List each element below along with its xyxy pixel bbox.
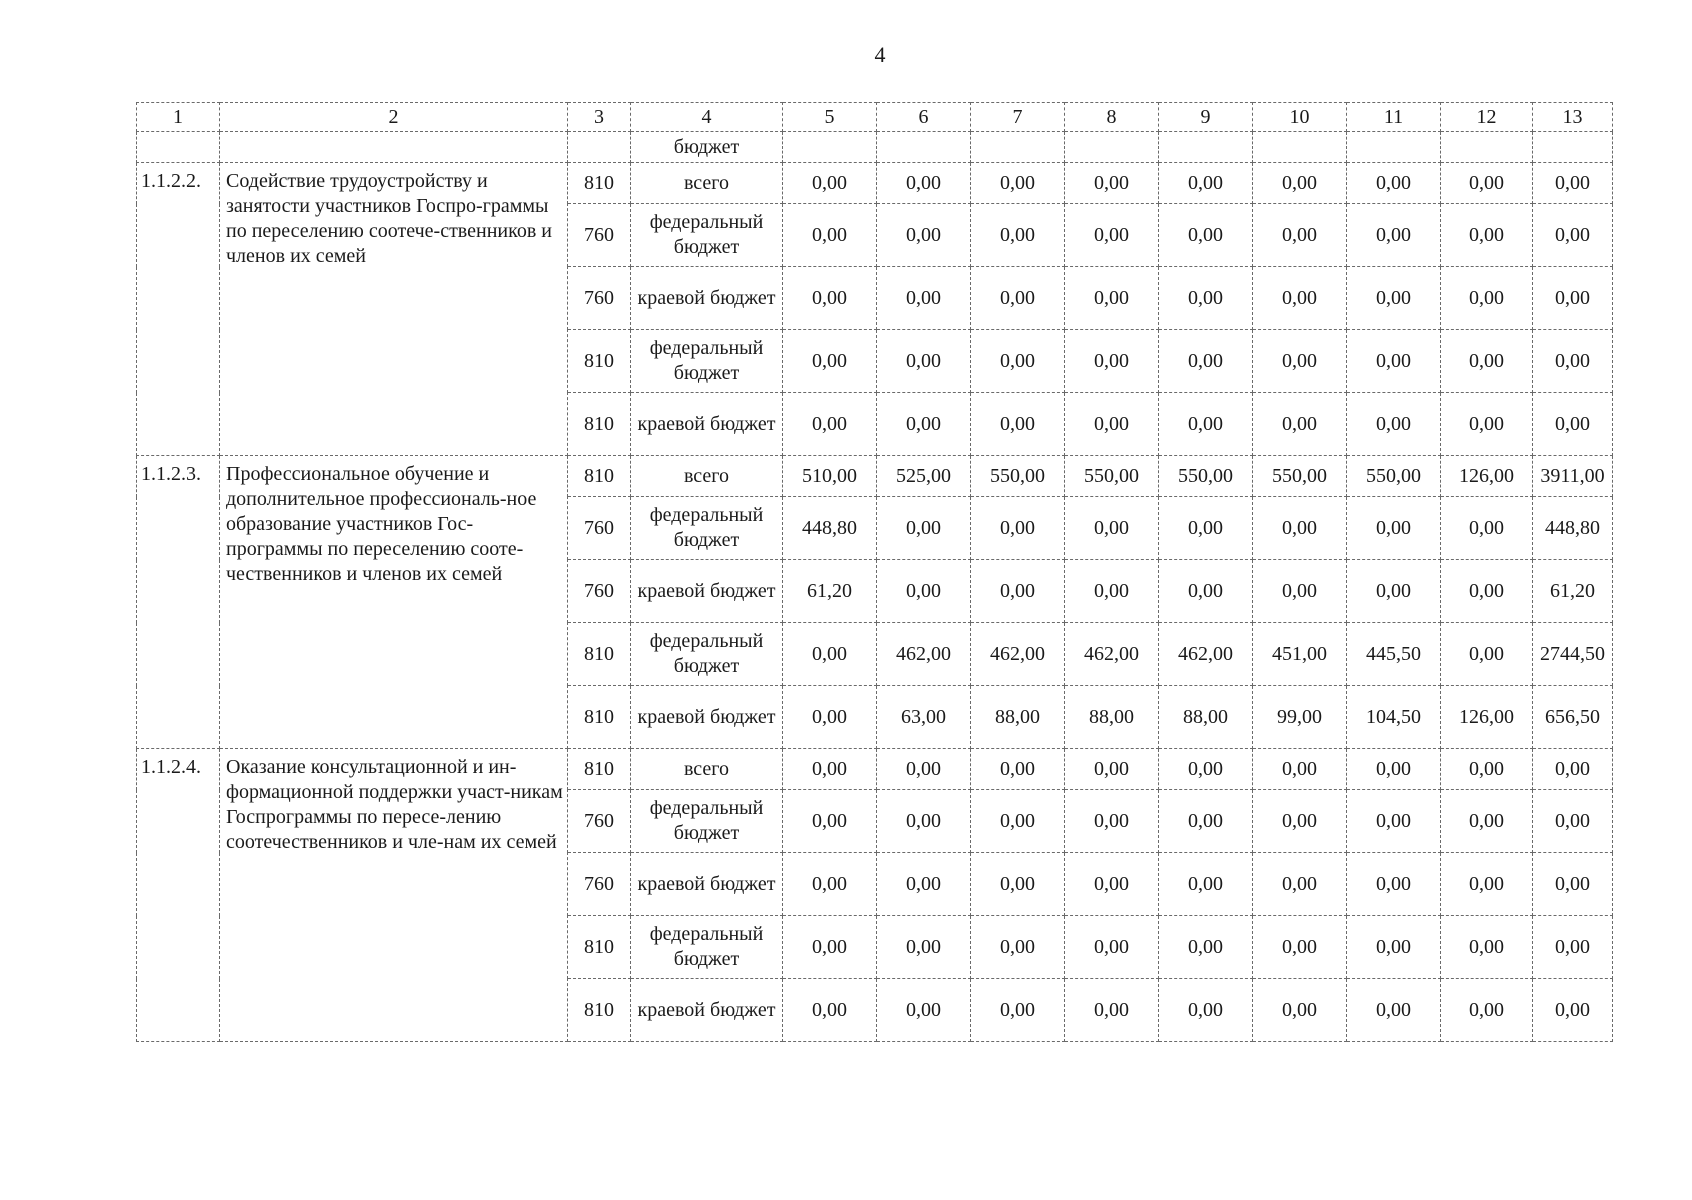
value-cell: 0,00 [877, 560, 971, 623]
value-cell: 0,00 [1065, 267, 1159, 330]
empty-cell [877, 132, 971, 163]
source-cell: краевой бюджет [631, 979, 783, 1042]
value-cell: 61,20 [1533, 560, 1613, 623]
value-cell: 0,00 [1159, 916, 1253, 979]
column-header: 7 [971, 103, 1065, 132]
empty-cell [971, 132, 1065, 163]
item-number: 1.1.2.3. [137, 456, 220, 749]
source-cell: краевой бюджет [631, 853, 783, 916]
value-cell: 0,00 [1441, 916, 1533, 979]
value-cell: 0,00 [783, 163, 877, 204]
value-cell: 0,00 [783, 623, 877, 686]
column-header: 9 [1159, 103, 1253, 132]
value-cell: 0,00 [1065, 916, 1159, 979]
value-cell: 0,00 [1441, 497, 1533, 560]
value-cell: 0,00 [1441, 267, 1533, 330]
column-header: 12 [1441, 103, 1533, 132]
value-cell: 451,00 [1253, 623, 1347, 686]
empty-cell [1159, 132, 1253, 163]
value-cell: 0,00 [783, 204, 877, 267]
source-cell: федеральный бюджет [631, 916, 783, 979]
value-cell: 0,00 [971, 204, 1065, 267]
value-cell: 462,00 [1065, 623, 1159, 686]
item-number: 1.1.2.4. [137, 749, 220, 1042]
table-row [137, 749, 1613, 790]
value-cell: 0,00 [1533, 267, 1613, 330]
value-cell: 0,00 [1065, 979, 1159, 1042]
empty-cell [1253, 132, 1347, 163]
value-cell: 0,00 [1441, 560, 1533, 623]
budget-table [136, 102, 1613, 1042]
value-cell: 0,00 [971, 267, 1065, 330]
value-cell: 0,00 [1253, 560, 1347, 623]
value-cell: 550,00 [1065, 456, 1159, 497]
value-cell: 0,00 [1065, 163, 1159, 204]
code-cell: 760 [568, 853, 631, 916]
code-cell: 760 [568, 560, 631, 623]
value-cell: 0,00 [1159, 853, 1253, 916]
value-cell: 0,00 [1347, 163, 1441, 204]
value-cell: 0,00 [1065, 749, 1159, 790]
value-cell: 0,00 [1065, 204, 1159, 267]
value-cell: 0,00 [1533, 393, 1613, 456]
column-header: 3 [568, 103, 631, 132]
value-cell: 445,50 [1347, 623, 1441, 686]
value-cell: 126,00 [1441, 456, 1533, 497]
column-header: 5 [783, 103, 877, 132]
value-cell: 0,00 [1159, 979, 1253, 1042]
value-cell: 0,00 [1253, 204, 1347, 267]
value-cell: 0,00 [1253, 979, 1347, 1042]
value-cell: 0,00 [1159, 393, 1253, 456]
value-cell: 0,00 [783, 853, 877, 916]
column-header: 2 [220, 103, 568, 132]
value-cell: 0,00 [971, 497, 1065, 560]
code-cell: 760 [568, 204, 631, 267]
page-number: 4 [874, 42, 886, 67]
value-cell: 0,00 [1159, 267, 1253, 330]
column-header: 11 [1347, 103, 1441, 132]
value-cell: 0,00 [1347, 979, 1441, 1042]
value-cell: 88,00 [971, 686, 1065, 749]
value-cell: 0,00 [1347, 267, 1441, 330]
value-cell: 0,00 [783, 330, 877, 393]
item-name: Профессиональное обучение и дополнительное профессиональ-ное образование участников Гос-программы по переселению соотe-чественников и членов их семей [220, 456, 568, 749]
value-cell: 3911,00 [1533, 456, 1613, 497]
value-cell: 0,00 [1065, 393, 1159, 456]
value-cell: 0,00 [971, 979, 1065, 1042]
source-cell: федеральный бюджет [631, 790, 783, 853]
value-cell: 0,00 [1347, 749, 1441, 790]
value-cell: 2744,50 [1533, 623, 1613, 686]
value-cell: 0,00 [971, 560, 1065, 623]
value-cell: 0,00 [1533, 163, 1613, 204]
value-cell: 550,00 [1347, 456, 1441, 497]
value-cell: 550,00 [971, 456, 1065, 497]
value-cell: 0,00 [1347, 204, 1441, 267]
table-body [137, 103, 1613, 1042]
item-name: Оказание консультационной и ин-формационной поддержки участ-никам Госпрограммы по пересе-лению соотечественников и чле-нам их семей [220, 749, 568, 1042]
value-cell: 0,00 [1441, 204, 1533, 267]
value-cell: 104,50 [1347, 686, 1441, 749]
value-cell: 0,00 [1253, 393, 1347, 456]
value-cell: 0,00 [1533, 979, 1613, 1042]
value-cell: 0,00 [1065, 853, 1159, 916]
source-cell: краевой бюджет [631, 686, 783, 749]
value-cell: 0,00 [1441, 749, 1533, 790]
code-cell: 810 [568, 330, 631, 393]
source-cell: бюджет [631, 132, 783, 163]
value-cell: 0,00 [1253, 790, 1347, 853]
value-cell: 0,00 [1065, 330, 1159, 393]
table-row [137, 456, 1613, 497]
empty-cell [568, 132, 631, 163]
value-cell: 448,80 [1533, 497, 1613, 560]
source-cell: всего [631, 749, 783, 790]
value-cell: 0,00 [1159, 497, 1253, 560]
source-cell: всего [631, 456, 783, 497]
value-cell: 0,00 [877, 979, 971, 1042]
value-cell: 462,00 [971, 623, 1065, 686]
value-cell: 0,00 [1065, 560, 1159, 623]
value-cell: 0,00 [1533, 330, 1613, 393]
value-cell: 0,00 [1347, 330, 1441, 393]
value-cell: 0,00 [971, 330, 1065, 393]
code-cell: 810 [568, 623, 631, 686]
value-cell: 0,00 [1441, 790, 1533, 853]
value-cell: 0,00 [1533, 204, 1613, 267]
value-cell: 0,00 [1253, 330, 1347, 393]
empty-cell [220, 132, 568, 163]
code-cell: 810 [568, 393, 631, 456]
value-cell: 0,00 [1347, 916, 1441, 979]
code-cell: 810 [568, 686, 631, 749]
value-cell: 0,00 [971, 916, 1065, 979]
table-row [137, 163, 1613, 204]
value-cell: 0,00 [1253, 853, 1347, 916]
source-cell: краевой бюджет [631, 267, 783, 330]
value-cell: 0,00 [783, 686, 877, 749]
value-cell: 0,00 [1253, 497, 1347, 560]
value-cell: 0,00 [1533, 790, 1613, 853]
code-cell: 810 [568, 749, 631, 790]
value-cell: 0,00 [877, 853, 971, 916]
value-cell: 0,00 [1441, 393, 1533, 456]
value-cell: 0,00 [1065, 790, 1159, 853]
value-cell: 0,00 [1347, 790, 1441, 853]
empty-cell [783, 132, 877, 163]
value-cell: 0,00 [1347, 497, 1441, 560]
value-cell: 0,00 [783, 393, 877, 456]
source-cell: федеральный бюджет [631, 623, 783, 686]
value-cell: 0,00 [877, 163, 971, 204]
header-row [137, 103, 1613, 132]
code-cell: 760 [568, 497, 631, 560]
source-cell: краевой бюджет [631, 560, 783, 623]
continuation-row [137, 132, 1613, 163]
value-cell: 0,00 [1065, 497, 1159, 560]
value-cell: 0,00 [1159, 790, 1253, 853]
value-cell: 0,00 [783, 790, 877, 853]
value-cell: 0,00 [783, 916, 877, 979]
source-cell: всего [631, 163, 783, 204]
value-cell: 448,80 [783, 497, 877, 560]
value-cell: 0,00 [877, 497, 971, 560]
value-cell: 0,00 [1159, 749, 1253, 790]
code-cell: 810 [568, 916, 631, 979]
value-cell: 0,00 [783, 749, 877, 790]
value-cell: 0,00 [971, 163, 1065, 204]
value-cell: 0,00 [783, 979, 877, 1042]
value-cell: 0,00 [1441, 163, 1533, 204]
source-cell: федеральный бюджет [631, 330, 783, 393]
empty-cell [1347, 132, 1441, 163]
value-cell: 63,00 [877, 686, 971, 749]
value-cell: 0,00 [877, 330, 971, 393]
column-header: 4 [631, 103, 783, 132]
value-cell: 0,00 [1253, 749, 1347, 790]
column-header: 13 [1533, 103, 1613, 132]
code-cell: 760 [568, 790, 631, 853]
value-cell: 0,00 [877, 749, 971, 790]
value-cell: 0,00 [1533, 916, 1613, 979]
source-cell: краевой бюджет [631, 393, 783, 456]
value-cell: 0,00 [1441, 330, 1533, 393]
value-cell: 0,00 [1159, 204, 1253, 267]
empty-cell [1533, 132, 1613, 163]
value-cell: 0,00 [1347, 560, 1441, 623]
value-cell: 0,00 [971, 393, 1065, 456]
code-cell: 810 [568, 456, 631, 497]
value-cell: 0,00 [1347, 853, 1441, 916]
source-cell: федеральный бюджет [631, 204, 783, 267]
value-cell: 550,00 [1253, 456, 1347, 497]
value-cell: 0,00 [877, 790, 971, 853]
column-header: 6 [877, 103, 971, 132]
value-cell: 462,00 [1159, 623, 1253, 686]
value-cell: 656,50 [1533, 686, 1613, 749]
value-cell: 0,00 [877, 916, 971, 979]
value-cell: 0,00 [971, 853, 1065, 916]
value-cell: 0,00 [877, 267, 971, 330]
value-cell: 550,00 [1159, 456, 1253, 497]
value-cell: 126,00 [1441, 686, 1533, 749]
column-header: 8 [1065, 103, 1159, 132]
value-cell: 0,00 [1441, 623, 1533, 686]
value-cell: 525,00 [877, 456, 971, 497]
code-cell: 810 [568, 163, 631, 204]
empty-cell [1441, 132, 1533, 163]
column-header: 1 [137, 103, 220, 132]
value-cell: 61,20 [783, 560, 877, 623]
value-cell: 0,00 [877, 204, 971, 267]
empty-cell [137, 132, 220, 163]
value-cell: 0,00 [1533, 853, 1613, 916]
value-cell: 0,00 [1347, 393, 1441, 456]
column-header: 10 [1253, 103, 1347, 132]
code-cell: 810 [568, 979, 631, 1042]
value-cell: 0,00 [1441, 853, 1533, 916]
item-number: 1.1.2.2. [137, 163, 220, 456]
value-cell: 99,00 [1253, 686, 1347, 749]
source-cell: федеральный бюджет [631, 497, 783, 560]
value-cell: 0,00 [1253, 916, 1347, 979]
value-cell: 0,00 [1533, 749, 1613, 790]
value-cell: 0,00 [1159, 560, 1253, 623]
value-cell: 0,00 [877, 393, 971, 456]
value-cell: 0,00 [783, 267, 877, 330]
value-cell: 462,00 [877, 623, 971, 686]
value-cell: 88,00 [1159, 686, 1253, 749]
value-cell: 510,00 [783, 456, 877, 497]
value-cell: 0,00 [1159, 163, 1253, 204]
value-cell: 0,00 [1253, 163, 1347, 204]
value-cell: 0,00 [971, 790, 1065, 853]
item-name: Содействие трудоустройству и занятости участников Госпро-граммы по переселению соотече-ственников и членов их семей [220, 163, 568, 456]
value-cell: 0,00 [1441, 979, 1533, 1042]
value-cell: 0,00 [971, 749, 1065, 790]
value-cell: 0,00 [1253, 267, 1347, 330]
code-cell: 760 [568, 267, 631, 330]
value-cell: 0,00 [1159, 330, 1253, 393]
value-cell: 88,00 [1065, 686, 1159, 749]
empty-cell [1065, 132, 1159, 163]
